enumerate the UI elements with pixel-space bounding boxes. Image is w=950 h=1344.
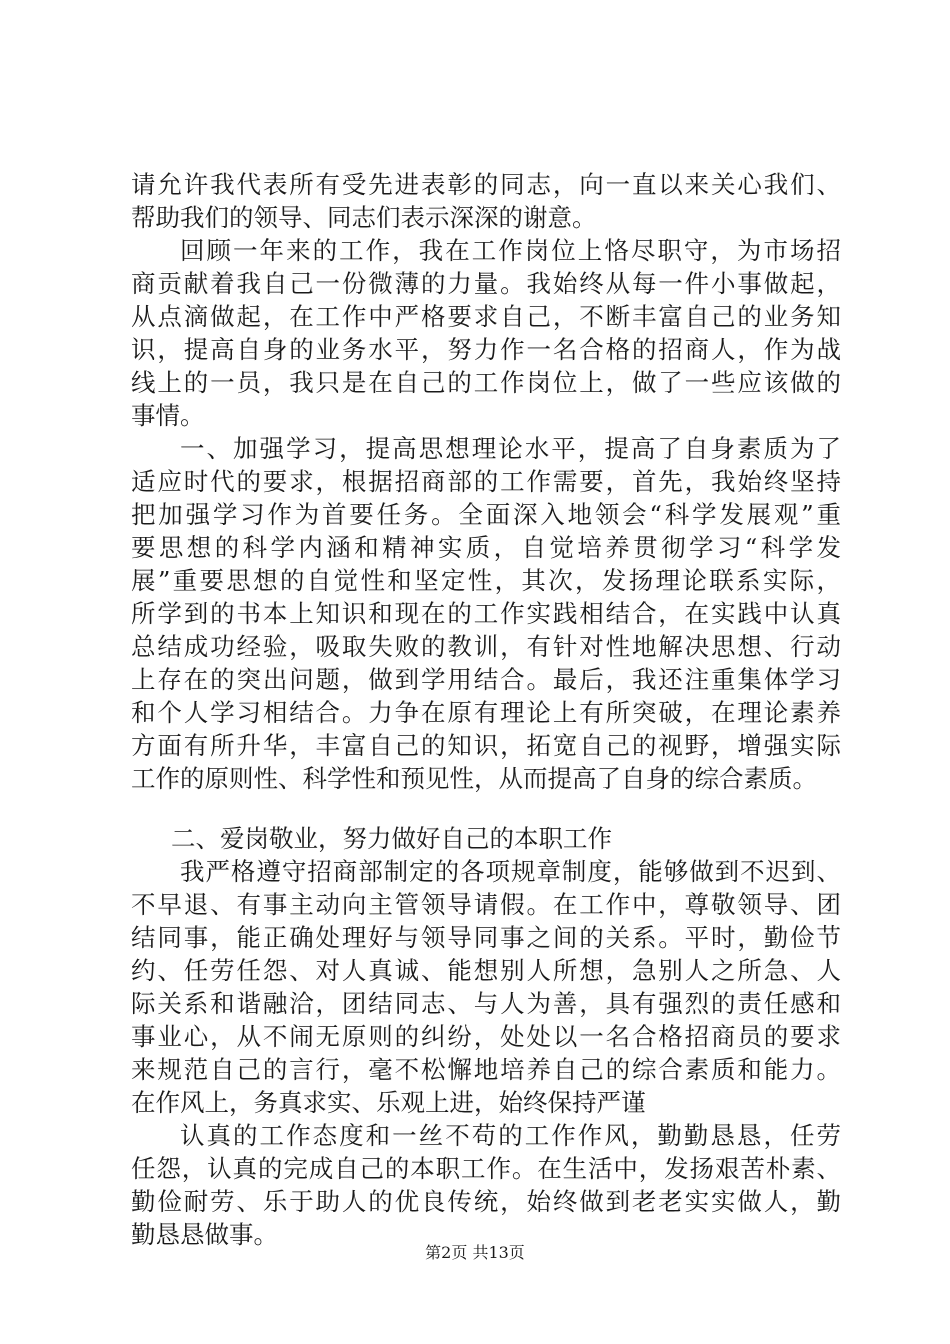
text-line: 约、任劳任怨、对人真诚、能想别人所想，急别人之所急、人	[131, 956, 841, 985]
paragraph-gap	[131, 795, 841, 822]
text-line: 上存在的突出问题，做到学用结合。最后，我还注重集体学习	[131, 665, 841, 694]
text-line: 一、加强学习，提高思想理论水平，提高了自身素质为了	[180, 434, 841, 463]
paragraph	[131, 855, 841, 1119]
text-line: 总结成功经验，吸取失败的教训，有针对性地解决思想、行动	[131, 632, 841, 661]
paragraph	[131, 234, 841, 432]
paragraph	[131, 168, 841, 234]
text-line: 识，提高自身的业务水平，努力作一名合格的招商人，作为战	[131, 335, 841, 364]
text-line: 所学到的书本上知识和现在的工作实践相结合，在实践中认真	[131, 599, 841, 628]
text-line: 帮助我们的领导、同志们表示深深的谢意。	[131, 203, 597, 232]
text-line: 勤俭耐劳、乐于助人的优良传统，始终做到老老实实做人，勤	[131, 1187, 841, 1216]
text-line: 方面有所升华，丰富自己的知识，拓宽自己的视野，增强实际	[131, 731, 841, 760]
page-number-label: 第2页 共13页	[425, 1243, 525, 1262]
text-line: 结同事，能正确处理好与领导同事之间的关系。平时，勤俭节	[131, 923, 841, 952]
text-line: 勤恳恳做事。	[131, 1220, 278, 1249]
text-line: 回顾一年来的工作，我在工作岗位上恪尽职守，为市场招	[180, 236, 841, 265]
text-line: 和个人学习相结合。力争在原有理论上有所突破，在理论素养	[131, 698, 841, 727]
text-line: 线上的一员，我只是在自己的工作岗位上，做了一些应该做的	[131, 368, 841, 397]
text-line: 适应时代的要求，根据招商部的工作需要，首先，我始终坚持	[131, 467, 841, 496]
text-line: 商贡献着我自己一份微薄的力量。我始终从每一件小事做起，	[131, 269, 841, 298]
paragraph	[131, 822, 841, 855]
text-line: 不早退、有事主动向主管领导请假。在工作中，尊敬领导、团	[131, 890, 841, 919]
text-line: 工作的原则性、科学性和预见性，从而提高了自身的综合素质。	[131, 764, 817, 793]
text-line: 展”重要思想的自觉性和坚定性，其次，发扬理论联系实际，	[131, 566, 841, 595]
text-line: 际关系和谐融洽，团结同志、与人为善，具有强烈的责任感和	[131, 989, 841, 1018]
text-line: 在作风上，务真求实、乐观上进，始终保持严谨	[131, 1088, 646, 1117]
paragraph	[131, 432, 841, 795]
text-line: 来规范自己的言行，毫不松懈地培养自己的综合素质和能力。	[131, 1055, 841, 1084]
text-line: 从点滴做起，在工作中严格要求自己，不断丰富自己的业务知	[131, 302, 841, 331]
text-line: 请允许我代表所有受先进表彰的同志，向一直以来关心我们、	[131, 170, 841, 199]
page-footer	[0, 1243, 950, 1263]
text-line: 要思想的科学内涵和精神实质，自觉培养贯彻学习“科学发	[131, 533, 841, 562]
paragraph	[131, 1119, 841, 1251]
text-line: 事情。	[131, 401, 205, 430]
text-line: 事业心，从不闹无原则的纠纷，处处以一名合格招商员的要求	[131, 1022, 841, 1051]
document-body	[131, 168, 841, 1251]
text-line: 任怨，认真的完成自己的本职工作。在生活中，发扬艰苦朴素、	[131, 1154, 841, 1183]
text-line: 把加强学习作为首要任务。全面深入地领会“科学发展观”重	[131, 500, 841, 529]
text-line: 认真的工作态度和一丝不苟的工作作风，勤勤恳恳，任劳	[180, 1121, 841, 1150]
text-line: 二、爱岗敬业，努力做好自己的本职工作	[171, 824, 612, 853]
text-line: 我严格遵守招商部制定的各项规章制度，能够做到不迟到、	[180, 857, 841, 886]
